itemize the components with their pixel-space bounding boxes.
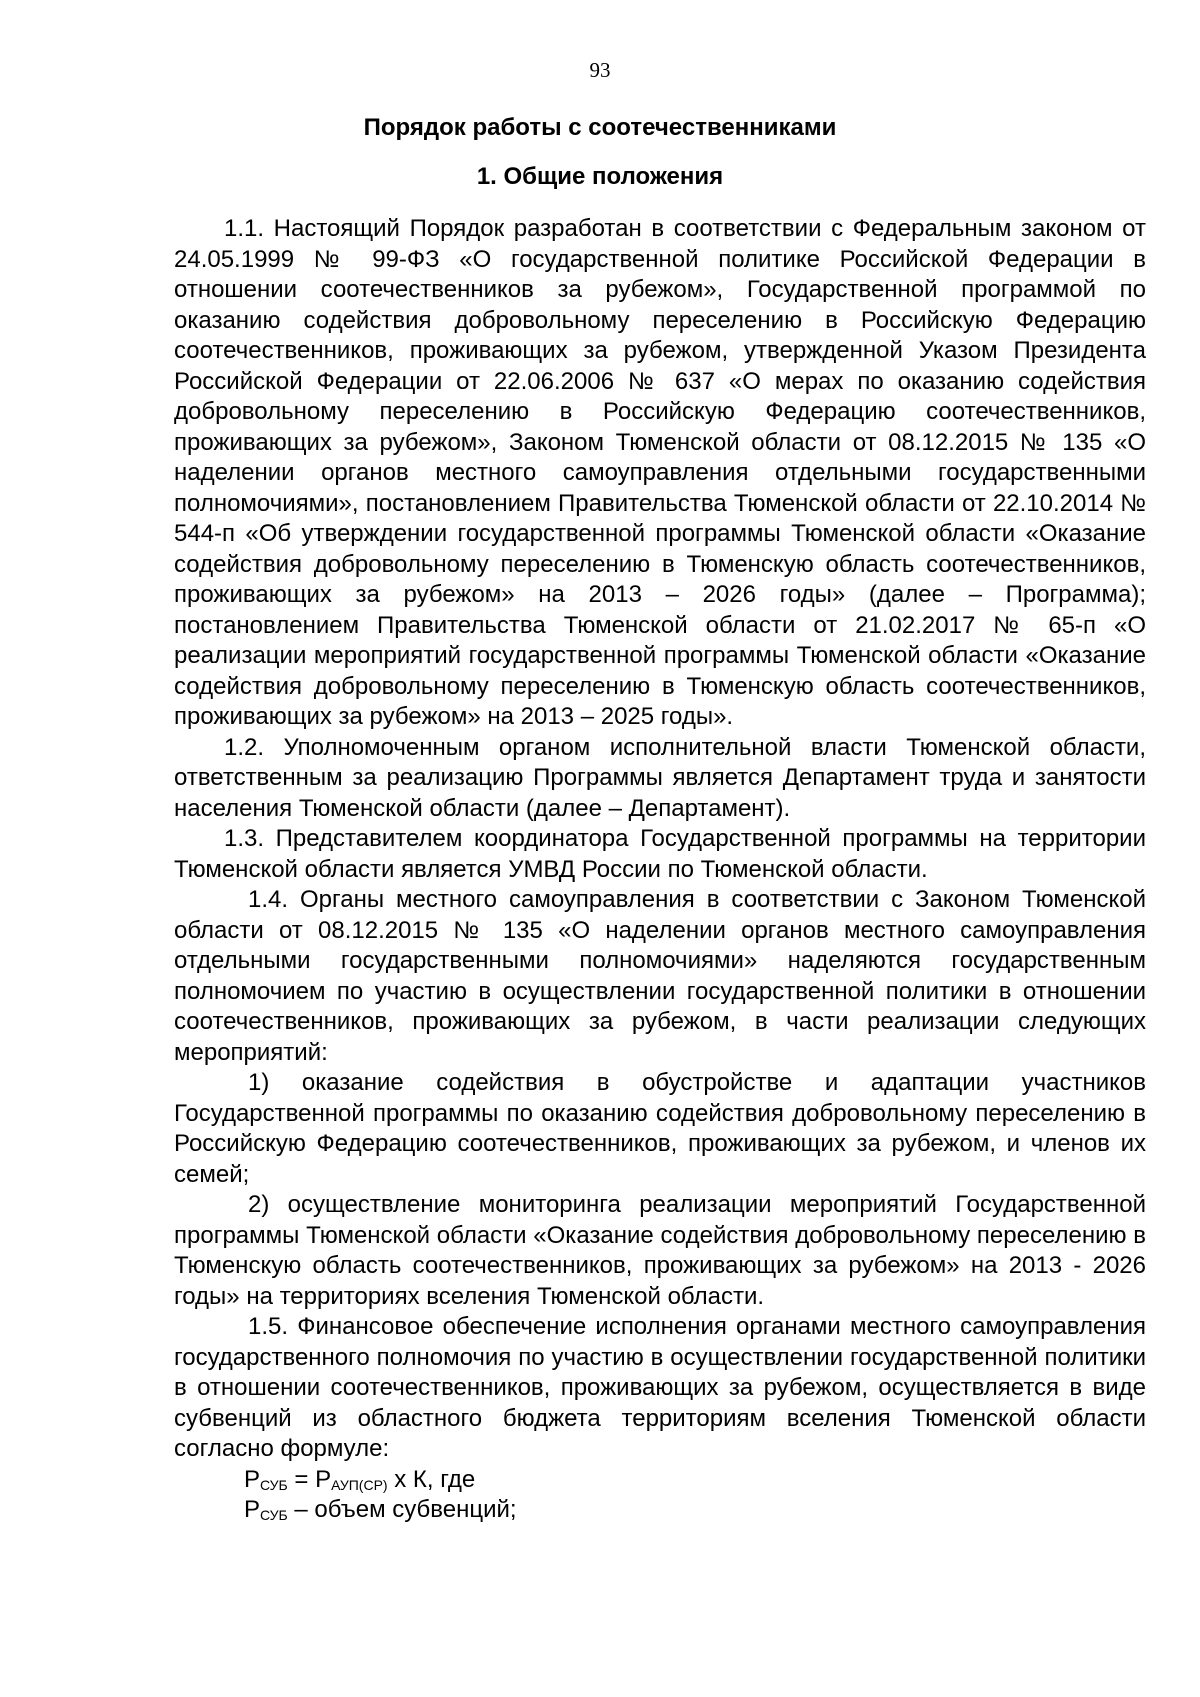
list-item-text: осуществление мониторинга реализации мероприятий Государственной программы Тюменской области «Оказание содействия добровольному переселению в Тюменскую область соотечественников, проживающих за рубежом» на 2013 - 2026 годы» на территориях вселения Тюменской области.	[174, 1191, 1147, 1310]
paragraph-text: Органы местного самоуправления в соответствии с Законом Тюменской области от 08.12.2015 № 135 «О наделении органов местного самоуправления отдельными государственными полномочиями» наделяются государственным полномочием по участию в осуществлении государственной политики в отношении соотечественников, проживающих за рубежом, в части реализации следующих мероприятий:	[174, 886, 1147, 1066]
formula-equals: =	[287, 1465, 316, 1493]
list-item-number: 1)	[248, 1069, 270, 1096]
paragraph-number: 1.5.	[248, 1313, 289, 1340]
paragraph-1-3	[174, 824, 1146, 885]
paragraph-1-5	[174, 1312, 1146, 1465]
paragraph-text: Настоящий Порядок разработан в соответствии с Федеральным законом от 24.05.1999 № 99-ФЗ «О государственной политике Российской Федерации в отношении соотечественников за рубежом», Государственной программой по оказанию содействия добровольному переселению в Российскую Федерацию соотечественников, проживающих за рубежом, утвержденной Указом Президента Российской Федерации от 22.06.2006 № 637 «О мерах по оказанию содействия добровольному переселению в Российскую Федерацию соотечественников, проживающих за рубежом», Законом Тюменской области от 08.12.2015 № 135 «О наделении органов местного самоуправления отдельными государственными полномочиями», постановлением Правительства Тюменской области от 22.10.2014 № 544-п «Об утверждении государственной программы Тюменской области «Оказание содействия добровольному переселению в Тюменскую область соотечественников, проживающих за рубежом» на 2013 – 2026 годы» (далее – Программа); постановлением Правительства Тюменской области от 21.02.2017 № 65-п «О реализации мероприятий государственной программы Тюменской области «Оказание содействия добровольному переселению в Тюменскую область соотечественников, проживающих за рубежом» на 2013 – 2025 годы».	[174, 215, 1146, 730]
document-body	[174, 214, 1146, 1526]
paragraph-number: 1.4.	[248, 886, 289, 913]
page-number: 93	[589, 58, 611, 82]
formula-subscript-right: АУП(СР)	[331, 1476, 388, 1493]
paragraph-text: Представителем координатора Государственной программы на территории Тюменской области является УМВД России по Тюменской области.	[174, 825, 1146, 883]
paragraph-1-4	[174, 885, 1146, 1068]
definition-text: – объем субвенций;	[287, 1496, 517, 1523]
definition-symbol: P	[244, 1496, 261, 1523]
paragraph-number: 1.1.	[224, 215, 265, 242]
paragraph-text: Уполномоченным органом исполнительной власти Тюменской области, ответственным за реализацию Программы является Департамент труда и занятости населения Тюменской области (далее – Департамент).	[174, 733, 1147, 822]
list-item-text: оказание содействия в обустройстве и адаптации участников Государственной программы по оказанию содействия добровольному переселению в Российскую Федерацию соотечественников, проживающих за рубежом, и членов их семей;	[174, 1069, 1147, 1188]
section-heading: 1. Общие положения	[476, 163, 724, 190]
paragraph-1-1	[174, 214, 1146, 733]
formula-definition	[174, 1495, 1146, 1526]
paragraph-text: Финансовое обеспечение исполнения органами местного самоуправления государственного полномочия по участию в осуществлении государственной политики в отношении соотечественников, проживающих за рубежом, осуществляется в виде субвенций из областного бюджета территориям вселения Тюменской области согласно формуле:	[174, 1313, 1146, 1462]
list-item-number: 2)	[248, 1191, 270, 1218]
list-item-2	[174, 1190, 1146, 1312]
paragraph-1-2	[174, 733, 1146, 825]
formula-rest: х К, где	[387, 1465, 476, 1493]
formula-symbol-right: P	[315, 1465, 332, 1493]
definition-subscript: СУБ	[260, 1507, 288, 1523]
formula-symbol: P	[244, 1465, 261, 1493]
paragraph-number: 1.2.	[224, 733, 265, 761]
paragraph-number: 1.3.	[224, 825, 265, 852]
subvention-formula	[174, 1465, 1146, 1496]
document-title: Порядок работы с соотечественниками	[363, 114, 837, 141]
formula-subscript-left: СУБ	[260, 1476, 288, 1493]
list-item-1	[174, 1068, 1146, 1190]
